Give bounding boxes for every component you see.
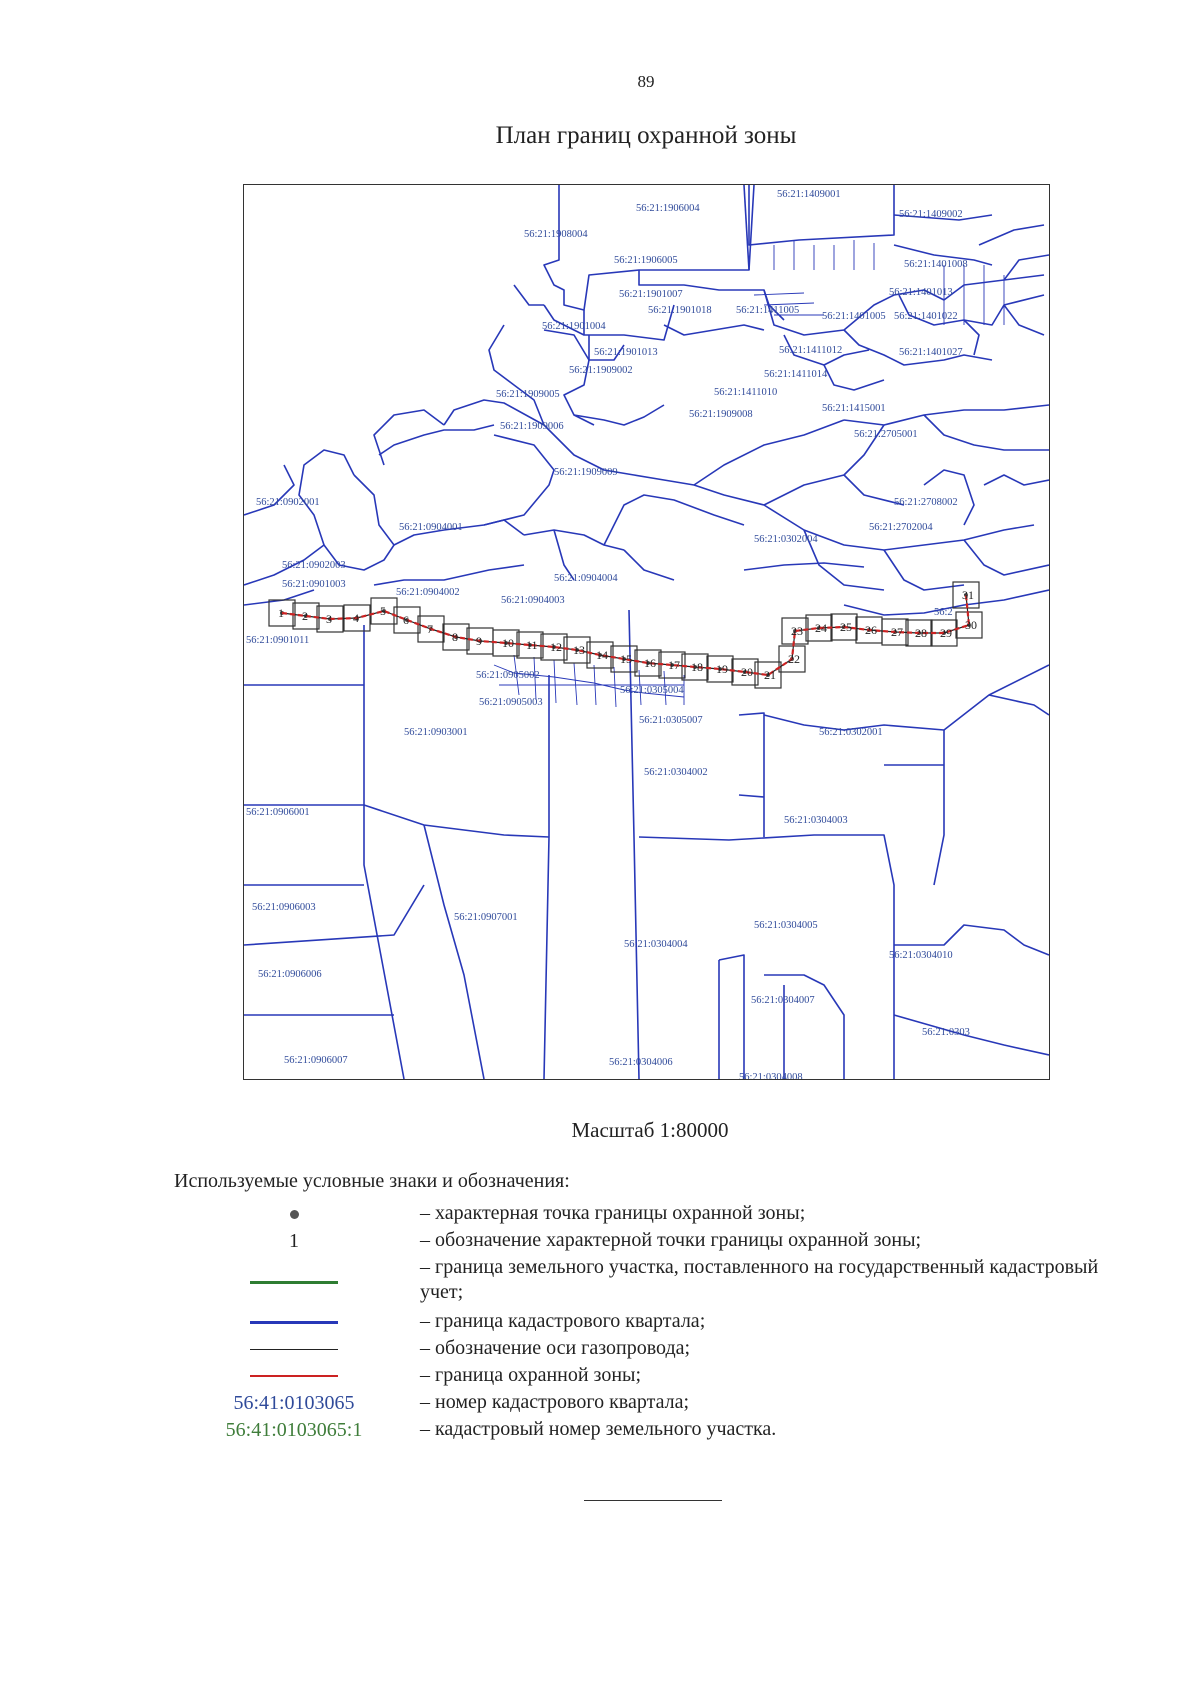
quarter-label: 56:21:1901013 <box>594 347 658 358</box>
quarter-label: 56:21:0906007 <box>284 1055 348 1066</box>
quarter-label: 56:21:2708002 <box>894 497 958 508</box>
zone-point-label: 10 <box>502 636 514 650</box>
legend-item-zone-boundary <box>174 1363 1134 1389</box>
quarter-label: 56:21:0305007 <box>639 715 703 726</box>
quarter-label: 56:21:1401022 <box>894 311 958 322</box>
quarter-label: 56:21:0905002 <box>476 670 540 681</box>
bottom-divider <box>584 1500 722 1501</box>
zone-point-label: 27 <box>891 625 903 639</box>
map-scale: Масштаб 1:80000 <box>571 1118 729 1142</box>
legend-text: – номер кадастрового квартала; <box>420 1391 690 1413</box>
quarter-number-sample: 56:41:0103065 <box>233 1391 355 1414</box>
zone-point-label: 5 <box>380 604 386 618</box>
zone-point-label: 9 <box>476 634 482 648</box>
quarter-label: 56:21:0901003 <box>282 579 346 590</box>
legend-item-quarter-number <box>174 1390 1134 1416</box>
quarter-label: 56:21:0304007 <box>751 995 815 1006</box>
zone-point-label: 7 <box>427 622 433 636</box>
quarter-label: 56:21:0304002 <box>644 767 708 778</box>
quarter-label: 56:21:0902001 <box>256 497 320 508</box>
quarter-label: 56:21:0905003 <box>479 697 543 708</box>
zone-point-label: 11 <box>526 638 538 652</box>
quarter-label: 56:21:0304010 <box>889 950 953 961</box>
zone-point-label: 3 <box>326 612 332 626</box>
quarter-label: 56:21:0906006 <box>258 969 322 980</box>
quarter-label: 56:21:1411014 <box>764 369 828 380</box>
quarter-label: 56:21:0302001 <box>819 727 883 738</box>
point-labels <box>278 588 977 682</box>
red-line-icon <box>174 1363 414 1389</box>
zone-point-label: 19 <box>716 662 728 676</box>
page-number: 89 <box>637 72 655 91</box>
zone-point-label: 14 <box>596 648 608 662</box>
map-canvas <box>244 185 1049 1079</box>
zone-point-label: 23 <box>791 624 803 638</box>
green-line-icon <box>174 1269 414 1295</box>
zone-point-label: 22 <box>788 652 800 666</box>
quarter-label: 56:21:0302004 <box>754 534 818 545</box>
quarter-label: 56:21:0904003 <box>501 595 565 606</box>
legend-text: – обозначение оси газопровода; <box>420 1337 691 1359</box>
quarter-label: 56:21:1411010 <box>714 387 778 398</box>
zone-point-label: 13 <box>573 643 585 657</box>
zone-point-label: 1 <box>278 606 284 620</box>
zone-point-label: 30 <box>965 618 977 632</box>
quarter-label: 56:2 <box>934 607 953 618</box>
quarter-label: 56:21:0303 <box>922 1027 970 1038</box>
quarter-label: 56:21:0304008 <box>739 1072 803 1079</box>
quarter-label: 56:21:1906005 <box>614 255 678 266</box>
quarter-label: 56:21:2702004 <box>869 522 933 533</box>
point-dot-icon <box>174 1201 414 1227</box>
quarter-label: 56:21:1909009 <box>554 467 618 478</box>
page-title: План границ охранной зоны <box>495 122 797 149</box>
legend-text: – кадастровый номер земельного участка. <box>420 1418 777 1440</box>
legend-item-parcel-number <box>174 1417 1134 1443</box>
legend-item-parcel-boundary <box>174 1255 1134 1307</box>
parcel-number-sample: 56:41:0103065:1 <box>225 1418 363 1441</box>
legend-text: – характерная точка границы охранной зоны; <box>420 1202 806 1224</box>
quarter-label: 56:21:1401008 <box>904 259 968 270</box>
zone-point-label: 24 <box>815 621 827 635</box>
legend-item-pipeline-axis <box>174 1336 1134 1362</box>
legend-heading: Используемые условные знаки и обозначения: <box>174 1170 570 1192</box>
legend-text: – обозначение характерной точки границы охранной зоны; <box>420 1229 922 1251</box>
blue-line-icon <box>174 1309 414 1335</box>
quarter-label: 56:21:1409002 <box>899 209 963 220</box>
quarter-label: 56:21:1908004 <box>524 229 588 240</box>
zone-point-label: 20 <box>741 665 753 679</box>
legend-item-point <box>174 1201 1134 1227</box>
point-label-sample: 1 <box>289 1229 299 1252</box>
quarter-label: 56:21:1906004 <box>636 203 700 214</box>
zone-point-label: 12 <box>550 640 562 654</box>
quarter-label: 56:21:0907001 <box>454 912 518 923</box>
quarter-label: 56:21:1909008 <box>689 409 753 420</box>
quarter-label: 56:21:0904004 <box>554 573 618 584</box>
zone-point-label: 6 <box>403 613 409 627</box>
quarter-label: 56:21:1411012 <box>779 345 843 356</box>
quarter-label: 56:21:1401027 <box>899 347 963 358</box>
quarter-label: 56:21:1415001 <box>822 403 886 414</box>
quarter-label: 56:21:0904001 <box>399 522 463 533</box>
quarter-labels <box>246 189 970 1079</box>
zone-point-label: 29 <box>940 626 952 640</box>
zone-point-label: 21 <box>764 668 776 682</box>
quarter-label: 56:21:0904002 <box>396 587 460 598</box>
quarter-label: 56:21:0906001 <box>246 807 310 818</box>
quarter-label: 56:21:1901004 <box>542 321 606 332</box>
quarter-label: 56:21:1401005 <box>822 311 886 322</box>
cadastral-map[interactable] <box>243 184 1050 1080</box>
zone-point-label: 31 <box>962 588 974 602</box>
legend-text: – граница земельного участка, поставленного на государственный кадастровый учет; <box>420 1256 1099 1303</box>
quarter-label: 56:21:1909005 <box>496 389 560 400</box>
quarter-label: 56:21:0305004 <box>620 685 684 696</box>
quarter-label: 56:21:1401013 <box>889 287 953 298</box>
legend-item-quarter-boundary <box>174 1309 1134 1335</box>
zone-point-label: 28 <box>915 626 927 640</box>
zone-point-label: 2 <box>302 609 308 623</box>
quarter-label: 56:21:0906003 <box>252 902 316 913</box>
quarter-label: 56:21:0902003 <box>282 560 346 571</box>
quarter-label: 56:21:1909002 <box>569 365 633 376</box>
quarter-label: 56:21:0304006 <box>609 1057 673 1068</box>
zone-point-label: 18 <box>691 660 703 674</box>
quarter-label: 56:21:0903001 <box>404 727 468 738</box>
zone-point-label: 8 <box>452 630 458 644</box>
quarter-label: 56:21:1901007 <box>619 289 683 300</box>
zone-point-label: 4 <box>353 611 359 625</box>
zone-point-label: 25 <box>840 620 852 634</box>
quarter-label: 56:21:1409001 <box>777 189 841 200</box>
quarter-label: 56:21:0304004 <box>624 939 688 950</box>
legend-text: – граница охранной зоны; <box>420 1364 642 1386</box>
quarter-label: 56:21:0304005 <box>754 920 818 931</box>
legend-item-point-label <box>174 1228 1134 1254</box>
zone-point-label: 17 <box>668 658 680 672</box>
legend-text: – граница кадастрового квартала; <box>420 1310 706 1332</box>
zone-point-label: 16 <box>644 656 656 670</box>
zone-point-label: 26 <box>865 623 877 637</box>
quarter-label: 56:21:1411005 <box>736 305 800 316</box>
black-line-icon <box>174 1336 414 1362</box>
zone-point-label: 15 <box>620 652 632 666</box>
quarter-label: 56:21:0901011 <box>246 635 310 646</box>
quarter-label: 56:21:2705001 <box>854 429 918 440</box>
quarter-label: 56:21:0304003 <box>784 815 848 826</box>
quarter-label: 56:21:1901018 <box>648 305 712 316</box>
quarter-label: 56:21:1909006 <box>500 421 564 432</box>
